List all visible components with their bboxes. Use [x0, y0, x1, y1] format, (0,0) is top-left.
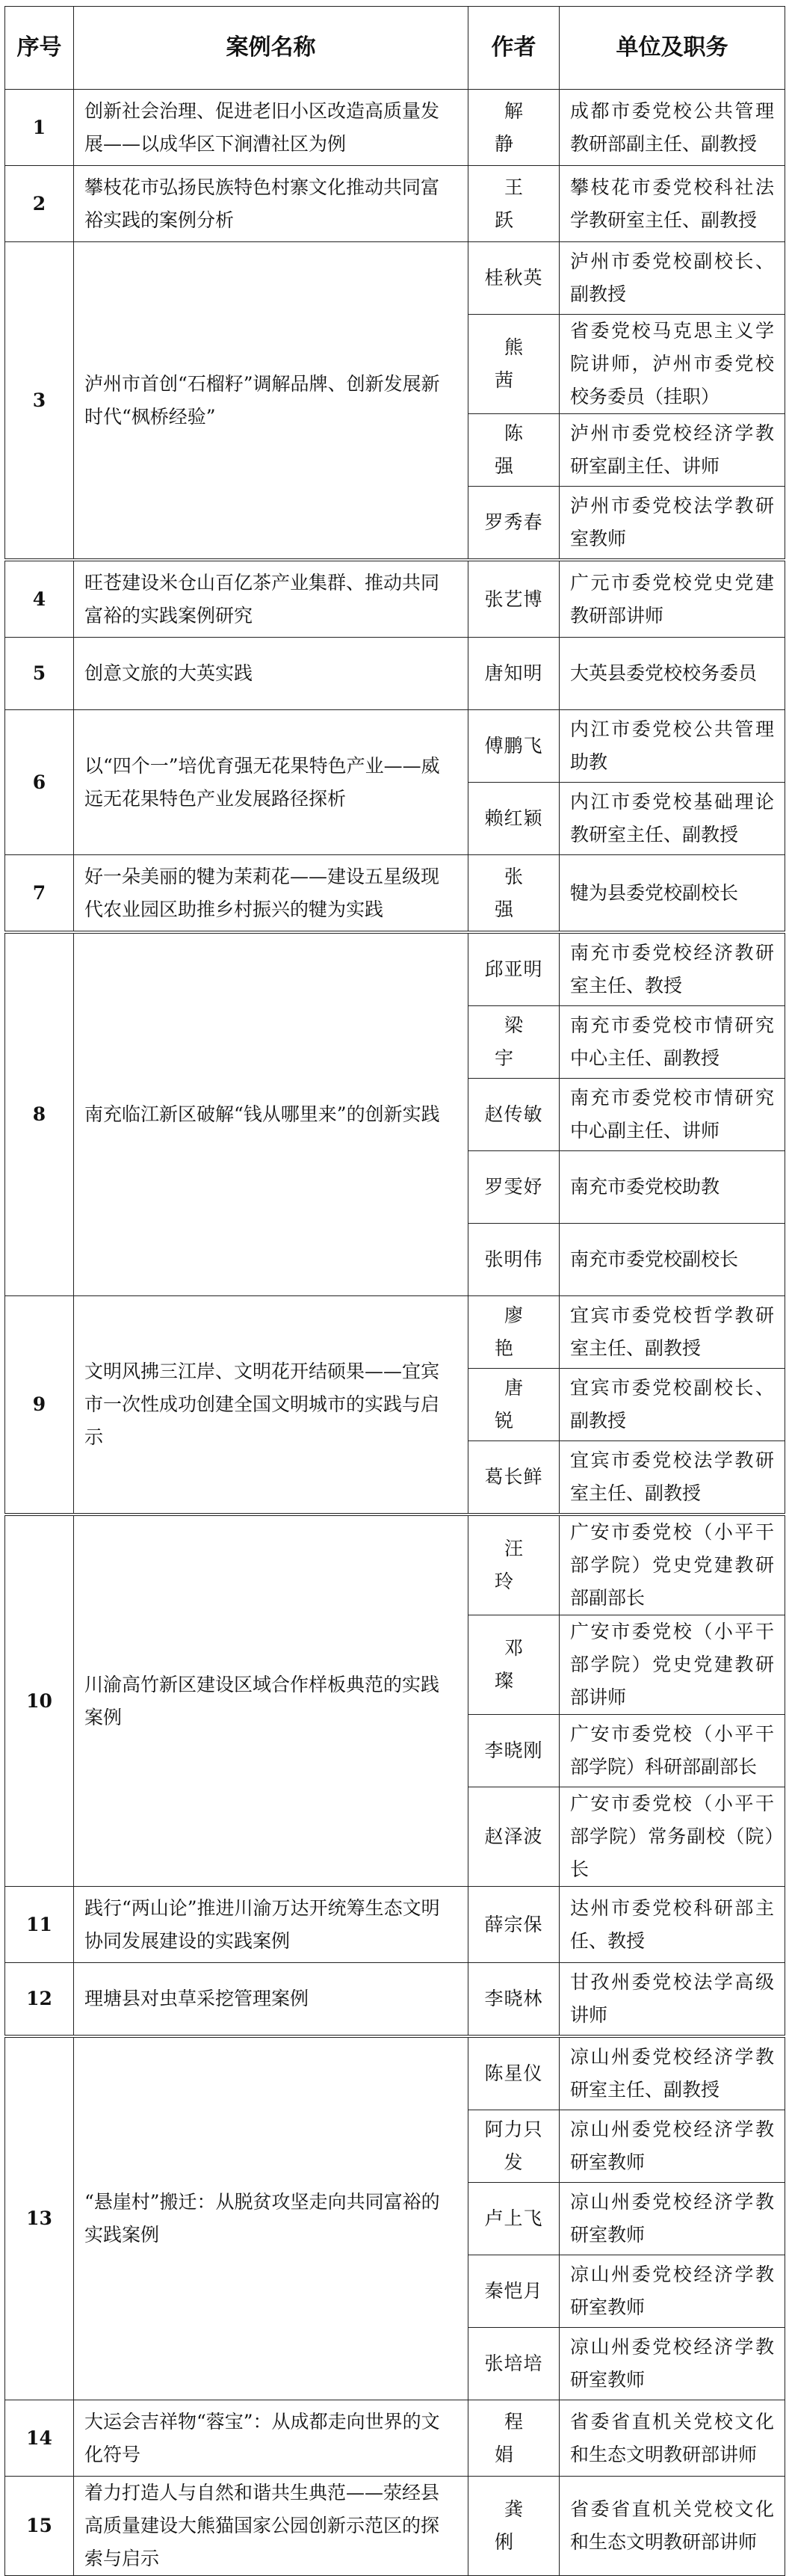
case-number: 12: [5, 1963, 74, 2037]
case-author-unit: 广元市委党校党史党建教研部讲师: [560, 560, 785, 638]
case-author: 张 强: [468, 855, 560, 933]
case-author-unit: 大英县委党校校务委员: [560, 638, 785, 710]
case-author: 赵泽波: [468, 1787, 560, 1887]
case-author-unit: 广安市委党校（小平干部学院）党史党建教研部讲师: [560, 1615, 785, 1715]
case-title: 攀枝花市弘扬民族特色村寨文化推动共同富裕实践的案例分析: [74, 166, 468, 242]
case-title: 南充临江新区破解“钱从哪里来”的创新实践: [74, 932, 468, 1296]
case-author: 桂秋英: [468, 242, 560, 315]
case-author: 阿力只发: [468, 2110, 560, 2183]
case-author-unit: 南充市委党校经济教研室主任、教授: [560, 932, 785, 1006]
case-author: 傅鹏飞: [468, 710, 560, 783]
case-author-unit: 攀枝花市委党校科社法学教研室主任、副教授: [560, 166, 785, 242]
case-author: 廖 艳: [468, 1296, 560, 1369]
case-author: 邓 璨: [468, 1615, 560, 1715]
case-row: [5, 2477, 785, 2576]
case-author-unit: 甘孜州委党校法学高级讲师: [560, 1963, 785, 2037]
case-author-unit: 南充市委党校市情研究中心副主任、讲师: [560, 1079, 785, 1151]
case-author: 张培培: [468, 2328, 560, 2400]
case-author: 王 跃: [468, 166, 560, 242]
case-author-unit: 南充市委党校助教: [560, 1151, 785, 1224]
case-author-unit: 凉山州委党校经济学教研室教师: [560, 2255, 785, 2328]
case-number: 8: [5, 932, 74, 1296]
case-number: 9: [5, 1296, 74, 1515]
case-author-unit: 凉山州委党校经济学教研室教师: [560, 2328, 785, 2400]
case-author: 汪 玲: [468, 1515, 560, 1615]
case-author: 唐 锐: [468, 1369, 560, 1441]
case-author: 李晓林: [468, 1963, 560, 2037]
case-title: 泸州市首创“石榴籽”调解品牌、创新发展新时代“枫桥经验”: [74, 242, 468, 561]
case-author: 赖红颖: [468, 783, 560, 855]
case-number: 10: [5, 1515, 74, 1887]
case-author-unit: 广安市委党校（小平干部学院）党史党建教研部副部长: [560, 1515, 785, 1615]
case-title: “悬崖村”搬迁：从脱贫攻坚走向共同富裕的实践案例: [74, 2036, 468, 2400]
case-author: 熊 茜: [468, 315, 560, 414]
case-author: 张艺博: [468, 560, 560, 638]
case-author-unit: 省委党校马克思主义学院讲师，泸州市委党校校务委员（挂职）: [560, 315, 785, 414]
case-author-unit: 南充市委党校副校长: [560, 1224, 785, 1296]
case-title: 以“四个一”培优育强无花果特色产业——威远无花果特色产业发展路径探析: [74, 710, 468, 855]
case-row: [5, 1963, 785, 2037]
case-author-unit: 成都市委党校公共管理教研部副主任、副教授: [560, 90, 785, 166]
case-author: 邱亚明: [468, 932, 560, 1006]
case-title: 创意文旅的大英实践: [74, 638, 468, 710]
header-author: 作者: [468, 7, 560, 90]
case-author-unit: 凉山州委党校经济学教研室教师: [560, 2110, 785, 2183]
case-author: 陈 强: [468, 414, 560, 487]
case-title: 着力打造人与自然和谐共生典范——荥经县高质量建设大熊猫国家公园创新示范区的探索与启示: [74, 2477, 468, 2576]
case-author-unit: 省委省直机关党校文化和生态文明教研部讲师: [560, 2477, 785, 2576]
case-number: 7: [5, 855, 74, 933]
case-row: [5, 2400, 785, 2477]
case-author: 卢上飞: [468, 2183, 560, 2255]
case-author: 解 静: [468, 90, 560, 166]
case-author-unit: 泸州市委党校副校长、副教授: [560, 242, 785, 315]
case-author-unit: 内江市委党校公共管理助教: [560, 710, 785, 783]
header-row: [5, 7, 785, 90]
case-table: [4, 6, 785, 2576]
header-unit: 单位及职务: [560, 7, 785, 90]
case-title: 旺苍建设米仓山百亿茶产业集群、推动共同富裕的实践案例研究: [74, 560, 468, 638]
case-row: [5, 166, 785, 242]
case-number: 14: [5, 2400, 74, 2477]
case-row: [5, 2036, 785, 2110]
case-author-unit: 内江市委党校基础理论教研室主任、副教授: [560, 783, 785, 855]
case-author: 陈星仪: [468, 2036, 560, 2110]
case-table-body: [5, 90, 785, 2576]
case-author-unit: 宜宾市委党校副校长、副教授: [560, 1369, 785, 1441]
case-author-unit: 宜宾市委党校法学教研室主任、副教授: [560, 1441, 785, 1515]
case-row: [5, 1515, 785, 1615]
case-row: [5, 242, 785, 315]
case-author-unit: 泸州市委党校经济学教研室副主任、讲师: [560, 414, 785, 487]
case-author-unit: 广安市委党校（小平干部学院）常务副校（院）长: [560, 1787, 785, 1887]
case-row: [5, 1296, 785, 1369]
case-row: [5, 710, 785, 783]
case-author: 李晓刚: [468, 1715, 560, 1787]
case-author: 罗秀春: [468, 487, 560, 561]
case-author-unit: 凉山州委党校经济学教研室教师: [560, 2183, 785, 2255]
case-title: 理塘县对虫草采挖管理案例: [74, 1963, 468, 2037]
case-title: 创新社会治理、促进老旧小区改造高质量发展——以成华区下涧漕社区为例: [74, 90, 468, 166]
case-author-unit: 南充市委党校市情研究中心主任、副教授: [560, 1006, 785, 1079]
case-author: 梁 宇: [468, 1006, 560, 1079]
case-number: 2: [5, 166, 74, 242]
case-title: 好一朵美丽的犍为茉莉花——建设五星级现代农业园区助推乡村振兴的犍为实践: [74, 855, 468, 933]
case-row: [5, 90, 785, 166]
case-number: 13: [5, 2036, 74, 2400]
case-author-unit: 宜宾市委党校哲学教研室主任、副教授: [560, 1296, 785, 1369]
case-author-unit: 犍为县委党校副校长: [560, 855, 785, 933]
case-row: [5, 638, 785, 710]
case-number: 6: [5, 710, 74, 855]
case-title: 大运会吉祥物“蓉宝”：从成都走向世界的文化符号: [74, 2400, 468, 2477]
case-number: 3: [5, 242, 74, 561]
case-row: [5, 560, 785, 638]
case-author-unit: 省委省直机关党校文化和生态文明教研部讲师: [560, 2400, 785, 2477]
case-number: 5: [5, 638, 74, 710]
case-author: 葛长鲜: [468, 1441, 560, 1515]
case-title: 践行“两山论”推进川渝万达开统筹生态文明协同发展建设的实践案例: [74, 1887, 468, 1963]
case-author: 薛宗保: [468, 1887, 560, 1963]
header-num: 序号: [5, 7, 74, 90]
case-author-unit: 广安市委党校（小平干部学院）科研部副部长: [560, 1715, 785, 1787]
case-number: 1: [5, 90, 74, 166]
case-number: 15: [5, 2477, 74, 2576]
case-title: 川渝高竹新区建设区域合作样板典范的实践案例: [74, 1515, 468, 1887]
case-author: 秦恺月: [468, 2255, 560, 2328]
case-title: 文明风拂三江岸、文明花开结硕果——宜宾市一次性成功创建全国文明城市的实践与启示: [74, 1296, 468, 1515]
header-title: 案例名称: [74, 7, 468, 90]
case-author: 龚 俐: [468, 2477, 560, 2576]
case-row: [5, 1887, 785, 1963]
case-author: 张明伟: [468, 1224, 560, 1296]
case-number: 11: [5, 1887, 74, 1963]
case-row: [5, 855, 785, 933]
case-author: 程 娟: [468, 2400, 560, 2477]
case-author-unit: 凉山州委党校经济学教研室主任、副教授: [560, 2036, 785, 2110]
case-author: 赵传敏: [468, 1079, 560, 1151]
case-author: 唐知明: [468, 638, 560, 710]
case-number: 4: [5, 560, 74, 638]
case-author-unit: 泸州市委党校法学教研室教师: [560, 487, 785, 561]
case-author: 罗雯妤: [468, 1151, 560, 1224]
case-row: [5, 932, 785, 1006]
case-author-unit: 达州市委党校科研部主任、教授: [560, 1887, 785, 1963]
